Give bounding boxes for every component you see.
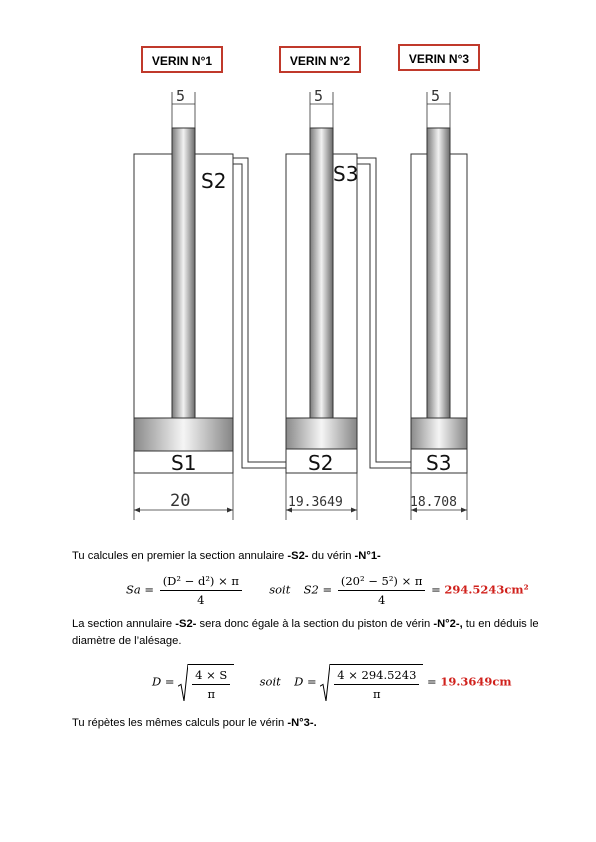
- formula-2-result: 19.3649cm: [440, 674, 512, 689]
- verin-1-rod-dimension: 5: [176, 87, 186, 105]
- verin-3-bore-dimension: 18.708: [410, 495, 457, 510]
- formula-bore-diameter: D = $\frac{4 \times S}{\pi}$ soit D = $\frac{4 \times 294.5243}{\pi}$ = 19.3649cm: [152, 664, 512, 701]
- verin-3-label: VERIN N°3: [398, 44, 480, 71]
- verin-3-section-label: S3: [426, 451, 452, 475]
- verin-1-label: VERIN N°1: [141, 46, 223, 73]
- verin-2-annular-label: S3: [333, 162, 359, 186]
- verin-1-section-label: S1: [171, 451, 197, 475]
- pipe-2-to-3: [357, 158, 411, 468]
- verin-1-bore-dimension: 20: [170, 491, 191, 511]
- formula-1-result: 294.5243cm²: [444, 582, 529, 597]
- formula-annular-section: Sa = $\frac{\text{(D² − d²) × π}}{4}$ soit S2 = $\frac{\text{(20² − 5²) × π}}{4}$ = 294.5243cm²: [126, 574, 529, 607]
- verin-2-bore-dimension: 19.3649: [288, 495, 343, 510]
- verin-2-rod-dimension: 5: [314, 87, 324, 105]
- paragraph-1: Tu calcules en premier la section annulaire -S2- du vérin -N°1-: [72, 550, 381, 562]
- paragraph-3: Tu répètes les mêmes calculs pour le vérin -N°3-.: [72, 717, 317, 729]
- verin-3-rod-dimension: 5: [431, 87, 441, 105]
- pipe-1-to-2: [233, 158, 286, 468]
- verin-2-label: VERIN N°2: [279, 46, 361, 73]
- verin-1-annular-label: S2: [201, 169, 227, 193]
- verin-2-section-label: S2: [308, 451, 334, 475]
- paragraph-2: La section annulaire -S2- sera donc égale à la section du piston de vérin -N°2-, tu en déduis le diamètre de l’alésage.: [72, 618, 539, 647]
